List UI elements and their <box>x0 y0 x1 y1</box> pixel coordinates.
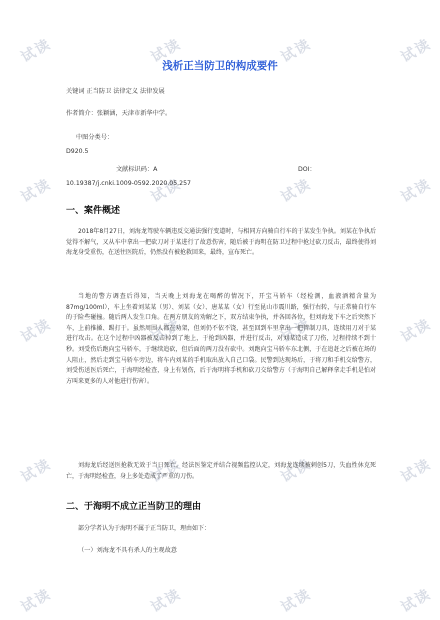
watermark: 试读 <box>398 175 435 206</box>
watermark: 试读 <box>278 455 315 486</box>
watermark: 试读 <box>398 585 435 616</box>
watermark: 试读 <box>398 35 435 66</box>
watermark: 试读 <box>148 455 185 486</box>
watermark: 试读 <box>278 175 315 206</box>
watermark: 试读 <box>148 315 185 346</box>
section-heading-1: 一、案件概述 <box>66 206 121 216</box>
watermark: 试读 <box>18 455 55 486</box>
doi-value: 10.19387/j.cnki.1009-0592.2020.05.257 <box>66 180 191 187</box>
watermark: 试读 <box>398 315 435 346</box>
clc-label: 中图分类号： <box>76 134 114 141</box>
paragraph-2: 当地的警方调查后得知，当天晚上刘海龙在喝醉的情况下，开宝马轿车（经检测，血液酒精含量为87mg/100ml），车上坐着刘某某（男）、刘某（女）、唐某某（女）行至昆山市震川路，强行右转，与正常骑自行车的于险些碰撞。随后两人发生口角。在两方朋友的劝解之下，双方结束争执，并各回各位，但刘海龙下车之后突然下车，上前推搡、踢打于。虽然周围人都在劝架，但刘仍不依不饶，甚至回到车里拿出一把管制刀具，连续用刀对于某进行攻击。在这个过程中凶器被反击掉到了地上，于抢到凶器，并进行反击，对刘某造成了刀伤，过程持续不到十秒。刘受伤后跑向宝马轿车，于继续追砍，但后面的两刀没有砍中。刘跑向宝马轿车东北侧，于在追赶之后被在场的人阻止，然后走到宝马轿车旁边，将车内刘某的手机取出放入自己口袋。民警到达现场后，于将刀和手机交给警方，刘受伤送医后死亡，于海明经检查，身上有划伤，后于海明将手机和砍刀交给警方（于海明自己解释拿走手机是怕对方叫来更多的人对他进行伤害）。 <box>66 293 376 385</box>
paragraph-4: 部分学者认为于海明不属于正当防卫，理由如下： <box>78 525 211 532</box>
watermark: 试读 <box>148 585 185 616</box>
author-info: 作者简介：张颖涵，天津市新华中学。 <box>66 110 172 117</box>
watermark: 试读 <box>18 315 55 346</box>
doi-label: DOI： <box>298 166 316 173</box>
keywords: 关键词 正当防卫 法律定义 法律发展 <box>66 88 165 95</box>
paragraph-1: 2018年8月27日，刘海龙驾驶车辆违反交通法强行变道时，与相同方向骑自行车的于某发生争执。刘某在争执后觉得不解气，又从车中拿出一把砍刀对于某进行了故意伤害，随后被于海明在防卫过程中抢过砍刀反击，最终使得刘海龙身受重伤，在送往医院后，仍然没有被抢救回来，最终，宣布死亡。 <box>66 228 376 257</box>
watermark: 试读 <box>278 35 315 66</box>
watermark: 试读 <box>18 585 55 616</box>
watermark: 试读 <box>278 585 315 616</box>
paragraph-3: 刘海龙后经送医抢救无效于当日死亡。经法医鉴定并结合视频监控认定，刘海龙连续被刺创5刀，失血性休克死亡，于海明经检查，身上多处造成了严重的刀伤。 <box>66 462 376 480</box>
watermark: 试读 <box>398 455 435 486</box>
clc-value: D920.5 <box>66 148 89 155</box>
watermark: 试读 <box>148 175 185 206</box>
document-code: 文献标识码：A <box>116 166 158 173</box>
watermark: 试读 <box>18 35 55 66</box>
page-title: 浅析正当防卫的构成要件 <box>162 60 278 72</box>
section-heading-2: 二、于海明不成立正当防卫的理由 <box>66 502 202 512</box>
subsection-heading: （一）刘海龙不具有杀人的主观故意 <box>78 547 177 554</box>
watermark: 试读 <box>18 175 55 206</box>
watermark: 试读 <box>148 35 185 66</box>
watermark: 试读 <box>278 315 315 346</box>
